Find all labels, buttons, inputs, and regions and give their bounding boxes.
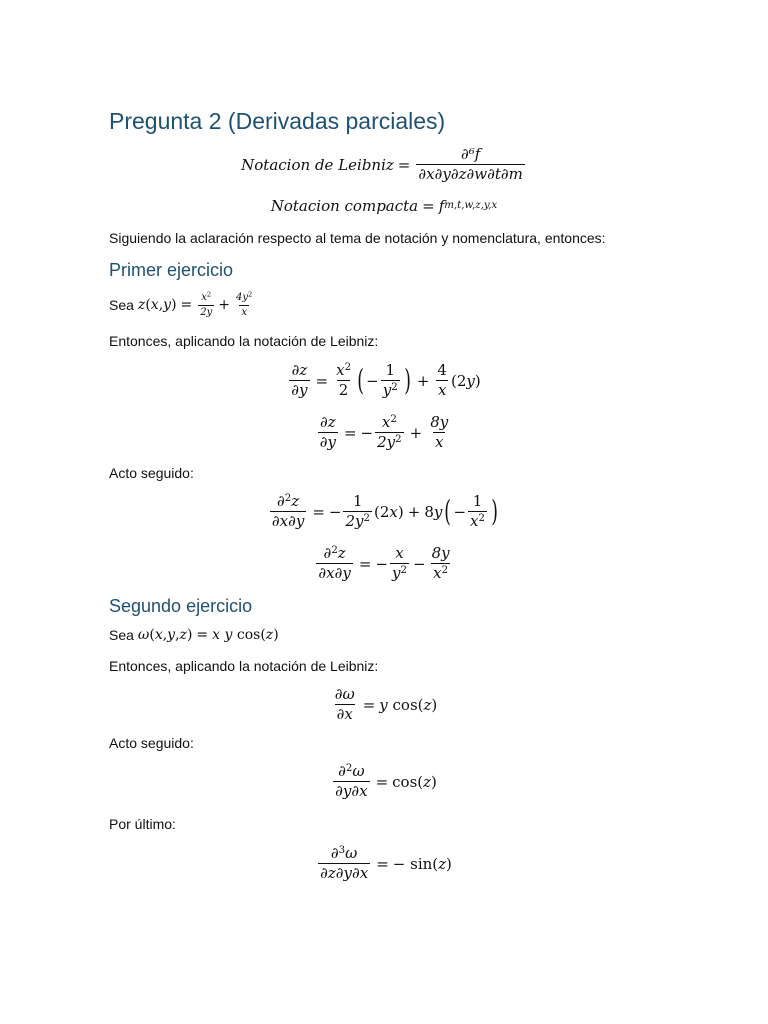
leibniz-fraction — [416, 146, 524, 184]
sea-z-definition — [109, 292, 256, 318]
leibniz-intro-2: Entonces, aplicando la notación de Leibniz: — [109, 658, 379, 674]
d3omega-dzdydx-equation: $\frac{\partial^3\omega}{\partial z\partial y\partial x}$ = − sin( z ) — [320, 844, 452, 883]
sea-label: Sea — [109, 297, 134, 313]
page-title: Pregunta 2 (Derivadas parciales) — [109, 108, 446, 134]
intro-paragraph: Siguiendo la aclaración respecto al tema de notación y nomenclatura, entonces: — [109, 230, 606, 246]
domega-dx-equation: $\frac{\partial\omega}{\partial x}$ = y cos( z ) — [334, 685, 438, 724]
leibniz-label: Notacion de Leibniz — [241, 155, 394, 174]
compact-label: Notacion compacta — [270, 197, 419, 215]
compact-symbol: f — [438, 197, 445, 215]
leibniz-numerator: ∂⁶f — [460, 145, 481, 163]
section-heading-primer-ejercicio: Primer ejercicio — [109, 260, 234, 280]
d2z-dxdy-equation-2: $\frac{\partial^2z}{\partial x\partial y}$ = − $\frac{x}{y^2}$ − $\frac{8y}{x^2}$ — [318, 544, 450, 583]
d2omega-dydx-equation: $\frac{\partial^2\omega}{\partial y\partial x}$ = cos( z ) — [335, 762, 437, 801]
leibniz-denominator: ∂x∂y∂z∂w∂t∂m — [418, 165, 523, 184]
compact-notation-equation: Notacion compacta = f m,t,w,z,y,x — [270, 197, 498, 215]
acto-seguido-1: Acto seguido: — [109, 465, 194, 481]
z-definition-formula: z ( x , y ) = $\frac{x^2}{2y}$ + $\frac{4y^2}{x}$ — [137, 290, 253, 318]
omega-definition-formula: ω ( x , y , z ) = x y cos( z ) — [137, 627, 279, 643]
por-ultimo: Por último: — [109, 816, 176, 832]
acto-seguido-2: Acto seguido: — [109, 735, 194, 751]
leibniz-notation-equation: Notacion de Leibniz = $\frac{\text{∂⁶f}}{\partial x\partial y\partial z\partial w\partial t\partial m}$ — [241, 145, 523, 184]
d2z-dxdy-equation-1: $\frac{\partial^2z}{\partial x\partial y}$ = − $\frac{1}{2y^2}$ (2 x ) + 8 y ( − $\frac{1}{x^2}$ ) — [271, 492, 498, 531]
sea-omega-definition — [109, 627, 279, 643]
section-heading-segundo-ejercicio: Segundo ejercicio — [109, 596, 253, 616]
dz-dy-equation-1: $\frac{\partial z}{\partial y}$ = $\frac{x^2}{2}$ ( − $\frac{1}{y^2}$ ) + $\frac{4}{x}$ (2 y ) — [291, 361, 481, 400]
leibniz-intro-1: Entonces, aplicando la notación de Leibniz: — [109, 333, 379, 349]
sea-label-2: Sea — [109, 627, 134, 643]
dz-dy-equation-2: $\frac{\partial z}{\partial y}$ = − $\frac{x^2}{2y^2}$ + $\frac{8y}{x}$ — [319, 413, 449, 452]
